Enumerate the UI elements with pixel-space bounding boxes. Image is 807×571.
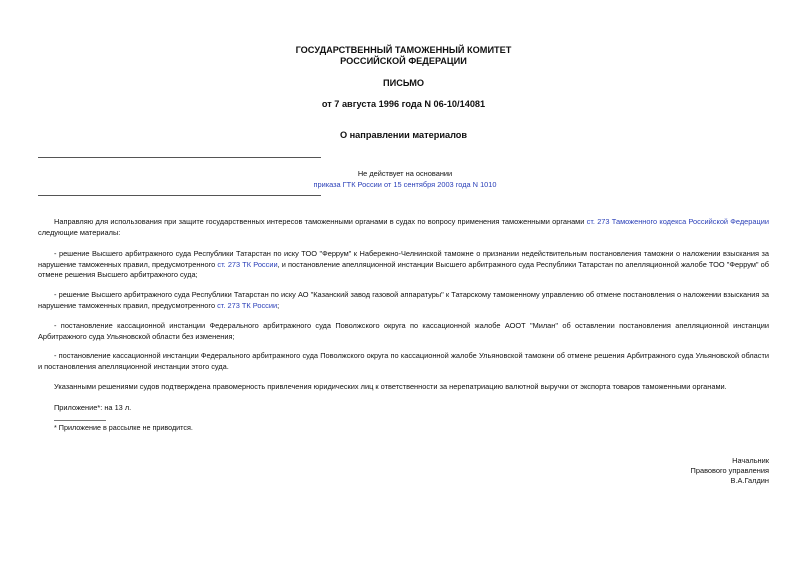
document-subject: О направлении материалов: [339, 130, 468, 140]
tk-art-273-link-2[interactable]: ст. 273 ТК России: [217, 300, 278, 310]
kzga-text: - решение Высшего арбитражного суда Республики Татарстан по иску АО "Казанский завод газовой аппаратуры" к Татарскому таможенному управлению об отмене постановления о наложении взыскания за нарушение таможенных правил, предусмотренного: [38, 290, 769, 310]
issuer-line-1: ГОСУДАРСТВЕННЫЙ ТАМОЖЕННЫЙ КОМИТЕТ: [295, 45, 512, 55]
body-paragraph-kzga: [38, 290, 769, 311]
kzga-tail: ;: [277, 300, 280, 310]
repeal-order-link[interactable]: приказа ГТК России от 15 сентября 2003 года N 1010: [313, 180, 497, 189]
body-paragraph-ferrum: [38, 249, 769, 281]
footnote-text: * Приложение в рассылке не приводится.: [54, 423, 193, 432]
status-divider-bottom: [38, 195, 321, 196]
ferrum-tail: , и постановление апелляционной инстанции Высшего арбитражного суда Республики Татарстан по апелляционной жалобе ТОО "Феррум" об отмене решения Высшего арбитражного суда;: [38, 259, 770, 279]
status-divider-top: [38, 157, 321, 158]
body-paragraph-ulyanovsk: [38, 351, 769, 372]
signatory-department: Правового управления: [690, 466, 769, 475]
signatory-name: В.А.Галдин: [730, 476, 769, 485]
milan-text: - постановление кассационной инстанции Федерального арбитражного суда Поволжского округа по кассационной жалобе АООТ "Милан" об оставлении постановления апелляционной инстанции Арбитражного суда Ульяновской области без изменения;: [38, 321, 769, 341]
attachment-note: [38, 403, 769, 414]
conclusion-text: Указанными решениями судов подтверждена правомерность привлечения юридических лиц к ответственности за нерепатриацию валютной выручки от экспорта товаров таможенными органами.: [54, 382, 727, 391]
signatory-title: Начальник: [732, 456, 769, 465]
body-paragraph-milan: [38, 321, 769, 342]
customs-code-art-273-link[interactable]: ст. 273 Таможенного кодекса Российской Федерации: [586, 217, 769, 226]
ulyanovsk-text: - постановление кассационной инстанции Федерального арбитражного суда Поволжского округа по кассационной жалобе Ульяновской таможни об отмене решения Арбитражного суда Ульяновской области и постановления апелляционной инстанции этого суда.: [38, 351, 769, 371]
attachment-text: Приложение*: на 13 л.: [54, 403, 132, 412]
body-paragraph-conclusion: [38, 382, 769, 393]
body-paragraph-intro: [38, 217, 769, 238]
footnote-divider: [54, 420, 106, 421]
status-note-link-wrap: [305, 179, 505, 190]
document-date-number: от 7 августа 1996 года N 06-10/14081: [321, 99, 486, 109]
intro-text: Направляю для использования при защите государственных интересов таможенными органами в судах по вопросу применения таможенными органами: [54, 217, 587, 226]
status-note: Не действует на основании: [357, 169, 453, 178]
issuer-line-2: РОССИЙСКОЙ ФЕДЕРАЦИИ: [340, 56, 467, 66]
ferrum-text: - решение Высшего арбитражного суда Республики Татарстан по иску ТОО "Феррум" к Набережно-Челнинской таможне о признании недействительным постановления таможни о наложении взыскания за нарушение таможенных правил, предусмотренного: [38, 249, 769, 269]
tk-art-273-link-1[interactable]: ст. 273 ТК России: [217, 259, 278, 269]
footnote: [38, 423, 769, 434]
intro-tail: следующие материалы:: [38, 227, 121, 237]
document-type: ПИСЬМО: [382, 78, 425, 88]
